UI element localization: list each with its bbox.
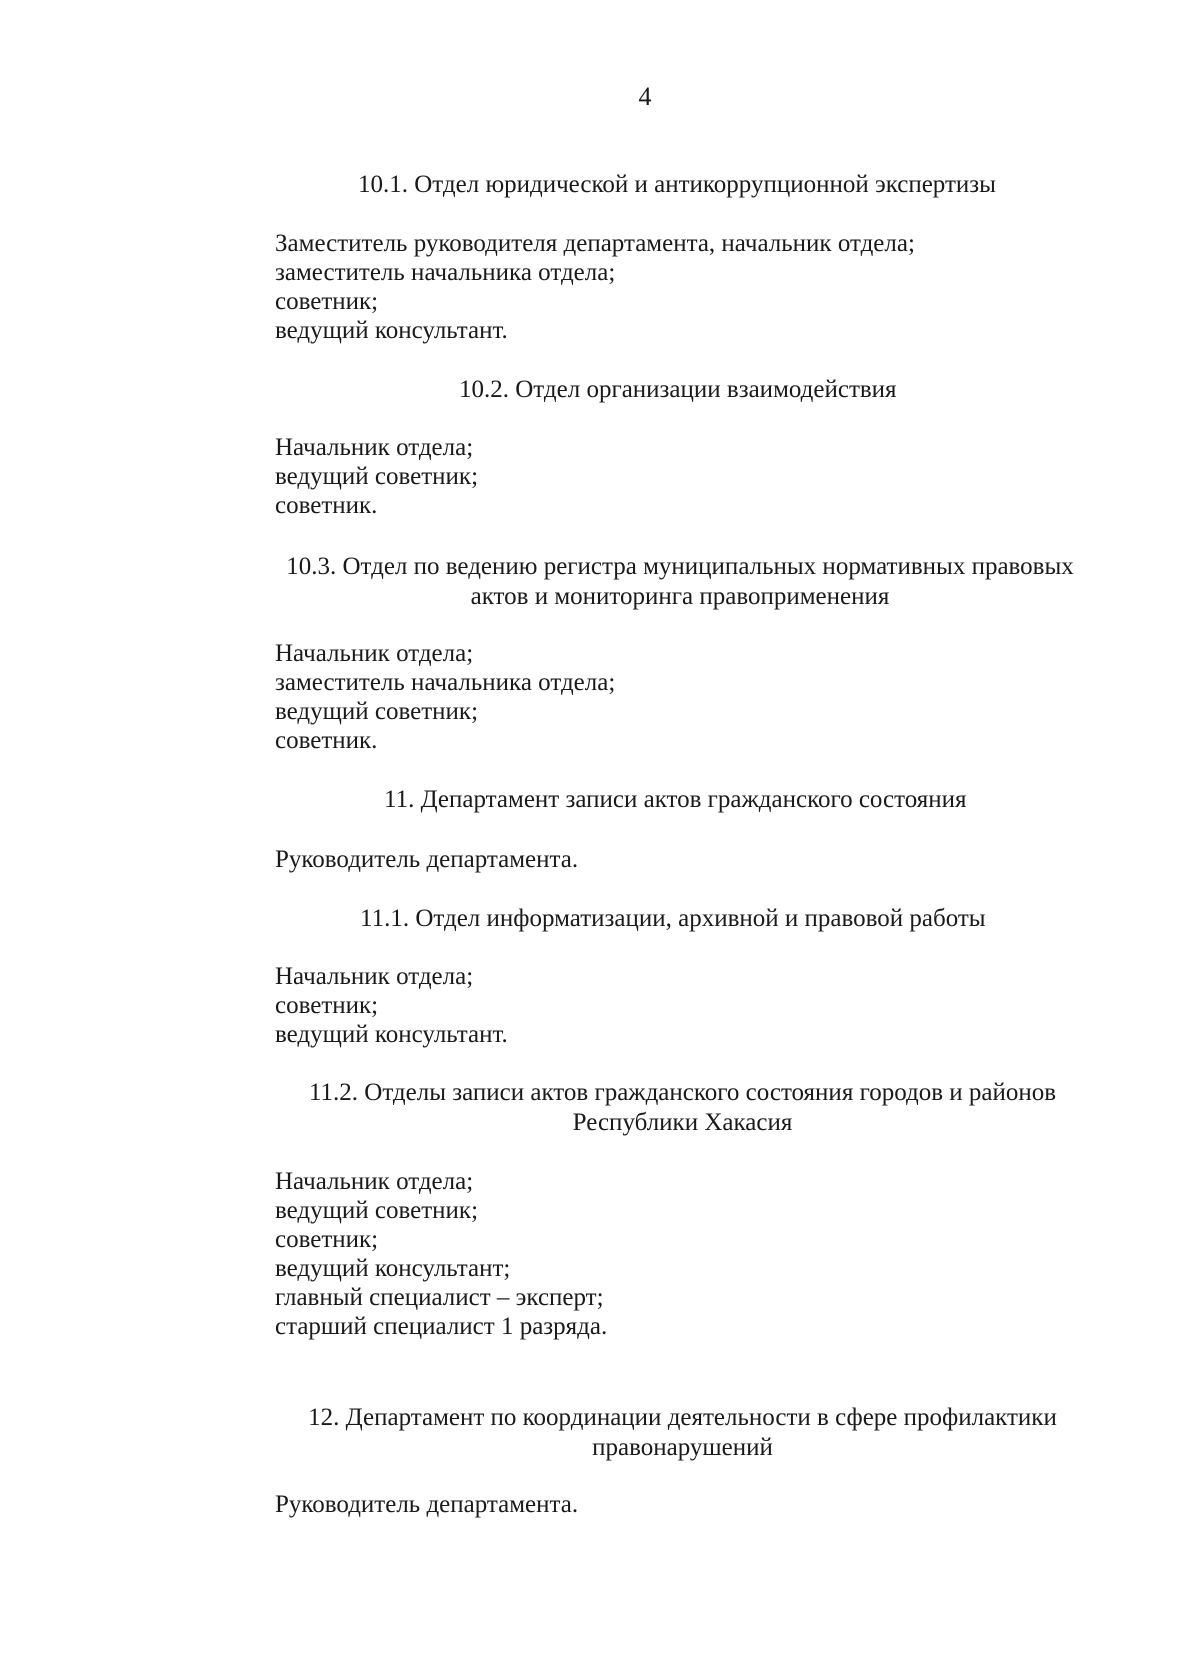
list-item: советник;: [275, 288, 379, 315]
section-heading-line: 11. Департамент записи актов гражданского состояния: [384, 786, 967, 813]
section-heading-line: 12. Департамент по координации деятельности в сфере профилактики: [308, 1404, 1057, 1431]
section-heading-line: 11.1. Отдел информатизации, архивной и правовой работы: [360, 905, 986, 932]
list-item: Руководитель департамента.: [275, 846, 579, 873]
position-list: [275, 433, 478, 520]
section-heading-line: 10.2. Отдел организации взаимодействия: [459, 376, 897, 403]
section-heading: [384, 785, 967, 815]
list-item: Руководитель департамента.: [275, 1491, 579, 1518]
list-item: главный специалист – эксперт;: [275, 1284, 604, 1311]
section-heading-line: 10.3. Отдел по ведению регистра муниципальных нормативных правовых: [286, 553, 1074, 580]
list-item: старший специалист 1 разряда.: [275, 1313, 608, 1340]
list-item: ведущий консультант.: [275, 1021, 508, 1048]
section-heading: [280, 552, 1080, 612]
list-item: Заместитель руководителя департамента, начальник отдела;: [275, 230, 915, 257]
section-heading-line: Республики Хакасия: [572, 1109, 793, 1136]
position-list: [275, 1167, 607, 1341]
section-heading-line: 11.2. Отделы записи актов гражданского состояния городов и районов: [308, 1079, 1057, 1106]
list-item: ведущий советник;: [275, 698, 479, 725]
section-heading: [459, 375, 897, 405]
list-item: заместитель начальника отдела;: [275, 259, 616, 286]
section-heading: [300, 1078, 1065, 1138]
list-item: ведущий советник;: [275, 1197, 479, 1224]
list-item: ведущий консультант;: [275, 1255, 511, 1282]
list-item: Начальник отдела;: [275, 963, 474, 990]
list-item: Начальник отдела;: [275, 434, 474, 461]
list-item: Начальник отдела;: [275, 1168, 474, 1195]
list-item: советник;: [275, 992, 379, 1019]
section-heading-line: 10.1. Отдел юридической и антикоррупционной экспертизы: [358, 171, 996, 198]
position-list: [275, 639, 615, 755]
section-heading-line: актов и мониторинга правоприменения: [470, 583, 890, 610]
list-item: ведущий советник;: [275, 463, 479, 490]
position-list: [275, 845, 578, 874]
list-item: заместитель начальника отдела;: [275, 669, 616, 696]
page-number: 4: [638, 82, 652, 111]
position-list: [275, 229, 915, 345]
section-heading: [358, 170, 996, 200]
position-list: [275, 1490, 578, 1519]
list-item: советник.: [275, 727, 378, 754]
position-list: [275, 962, 508, 1049]
section-heading: [300, 1403, 1065, 1463]
section-heading-line: правонарушений: [592, 1434, 773, 1461]
list-item: советник.: [275, 492, 378, 519]
list-item: Начальник отдела;: [275, 640, 474, 667]
list-item: советник;: [275, 1226, 379, 1253]
section-heading: [360, 904, 986, 934]
list-item: ведущий консультант.: [275, 317, 508, 344]
